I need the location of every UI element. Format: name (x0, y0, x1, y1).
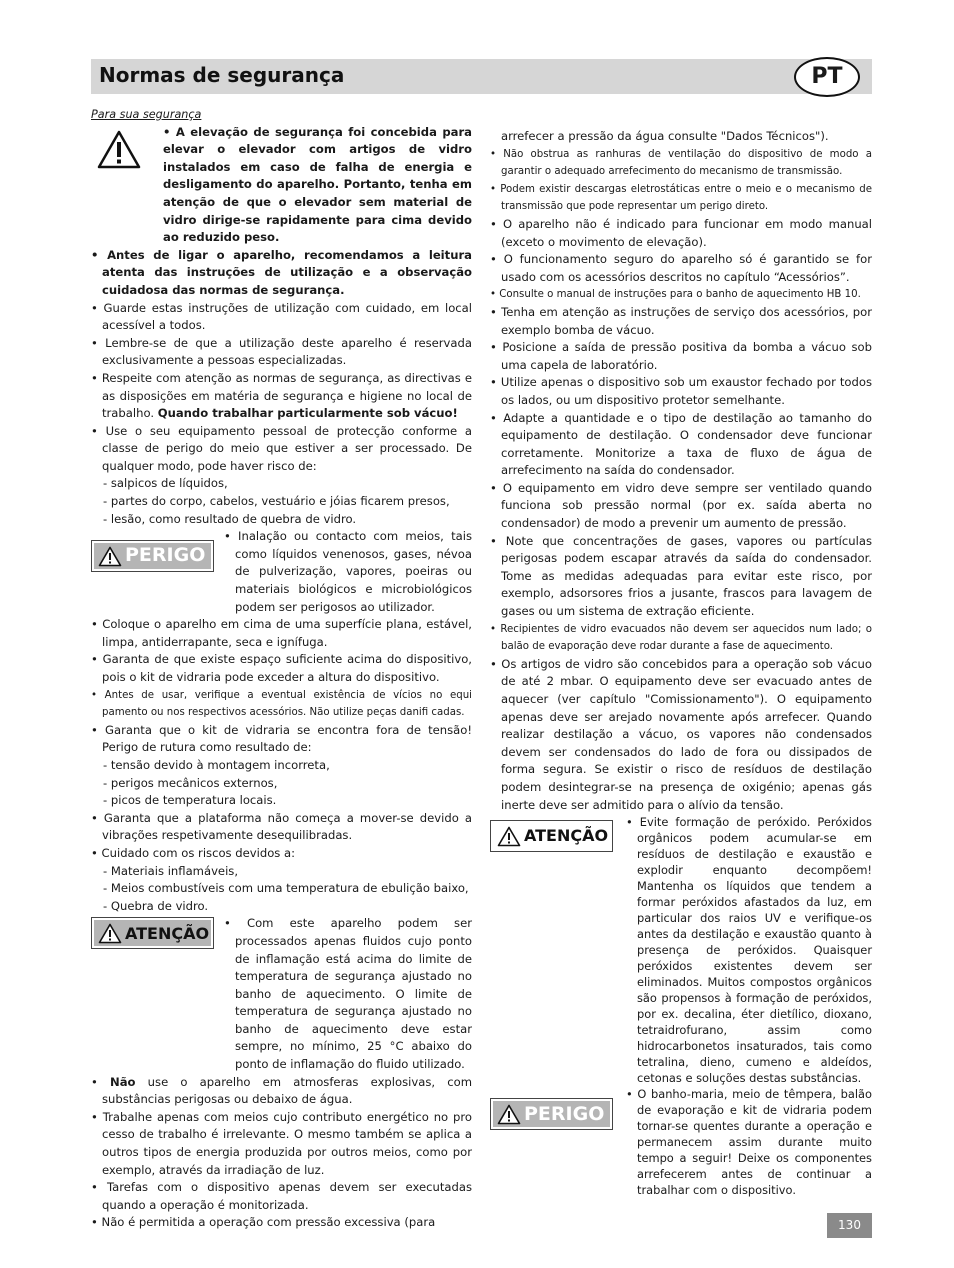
list-item (91, 1074, 472, 1109)
continuation-text: arrefecer a pressão da água consulte "Dados Técnicos"). (501, 129, 829, 143)
caution-block-flashpoint (91, 915, 472, 1073)
caution-block-peroxide (490, 814, 872, 1086)
warning-triangle-icon (98, 546, 122, 567)
caution-text: • Com este aparelho podem ser processados apenas fluidos cujo ponto de inflamação está acima do limite de temperatura de segurança ajustado no banho de aquecimento. O limite de temperatura de segurança ajustado no banho de aquecimento deve estar sempre, no mínimo, 25 °C abaixo do ponto de inflamação do fluido utilizado. (224, 916, 472, 1072)
bullet: • (91, 1074, 111, 1089)
warning-triangle-icon (98, 923, 122, 944)
sub-item: - Quebra de vidro. (103, 898, 209, 913)
list-item: • Cuidado com os riscos devidos a: (91, 845, 296, 860)
sub-item: - Materiais inflamáveis, (103, 863, 239, 878)
list-item: • Adapte a quantidade e o tipo de destilação ao tamanho do equipamento de destilação. O condensador deve funcionar corretamente. Monitorize a taxa de fluxo de água de arrefecimento na saída do condensador. (490, 410, 872, 478)
list-item: • Garanta que o kit de vidraria se encontra fora de tensão! Perigo de rutura como resultado de: (91, 722, 472, 755)
sub-item: - Meios combustíveis com uma temperatura de ebulição baixo, (103, 881, 469, 896)
list-item: • Tenha em atenção as instruções de serviço dos acessórios, por exemplo bomba de vácuo. (490, 304, 872, 337)
perigo-label (91, 540, 214, 572)
list-item: • O equipamento em vidro deve sempre ser ventilado quando funciona sob pressão normal (por ex. saída aberta no condensador) de modo a prevenir um aumento de pressão. (490, 480, 872, 531)
warning-triangle-icon (497, 826, 521, 847)
atencao-label (490, 820, 613, 852)
warning-block-elevation (91, 124, 472, 247)
sub-item: - salpicos de líquidos, (103, 476, 228, 491)
list-item-text: • Respeite com atenção as normas de segurança, as directivas e as disposições em matéria de segurança e higiene no local de trabalho. (91, 370, 472, 421)
list-item: • Use o seu equipamento pessoal de protecção conforme a classe de perigo do meio que estiver a ser processado. De qualquer modo, pode haver risco de: (91, 423, 472, 473)
vacuum-emphasis: Quando trabalhar particularmente sob vácuo! (157, 406, 458, 421)
list-item: • Os artigos de vidro são concebidos para a operação sob vácuo de até 2 mbar. O equipamento deve ser evacuado antes de aquecer (ver capítulo "Comissionamento"). O equipamento apenas deve ser arejado novamente após arrefecer. Quando realizar destilação a vácuo, os vapores não condensados devem ser condensados do lado de fora ou dissipados de forma segura. Se existir o risco de resíduos de destilação podem desintegrar-se na presença de oxigénio; apenas gás inerte deve ser admitido para o alívio da tensão. (490, 656, 872, 812)
danger-block-hot-parts (490, 1086, 872, 1198)
right-column (490, 128, 872, 1198)
perigo-label (490, 1098, 613, 1130)
sub-item: - partes do corpo, cabelos, vestuário e jóias ficarem presos, (103, 494, 450, 509)
list-item: • Note que concentrações de gases, vapores ou partículas perigosas podem escapar através da saída do condensador. Tome as medidas adequadas para evitar este risco, por exemplo, adsorsores frios a jusante, frascos para lavagem de gases ou um sistema de extração eficiente. (490, 533, 872, 619)
list-item: • Não obstrua as ranhuras de ventilação do dispositivo de modo a garantir o adequado arrefecimento do mecanismo de transmissão. (490, 148, 872, 178)
list-item: • Garanta que a plataforma não começa a mover-se devido a vibrações respetivamente desequilibradas. (91, 810, 472, 843)
peroxide-caution-text: • Evite formação de peróxido. Peróxidos orgânicos podem acumular-se em resíduos de destilação e exaustão e explodir enquanto decompõem! Mantenha os líquidos que tendem a formar peróxidos afastados da luz, em particular dos raios UV e verifique-os antes da destilação e exaustão quanto à presença de peróxidos. Quaisquer peróxidos existentes devem ser eliminados. Muitos compostos orgânicos são propensos à formação de peróxidos, por ex. decalina, éter dietílico, dioxano, tetraidrofurano, assim como hidrocarbonetos insaturados, tais como tetralina, dieno, cumeno e aldeídos, cetonas e soluções destas substâncias. (626, 815, 872, 1086)
sub-item: - picos de temperatura locais. (103, 793, 277, 808)
list-item: • Posicione a saída de pressão positiva da bomba a vácuo sob uma capela de laboratório. (490, 340, 872, 372)
list-item: • O aparelho não é indicado para funcionar em modo manual (exceto o movimento de elevação). (490, 216, 872, 249)
danger-block-inhalation (91, 528, 472, 616)
list-item: • Lembre-se de que a utilização deste aparelho é reservada exclusivamente a pessoas especializadas. (91, 335, 472, 368)
elevation-warning-text: • A elevação de segurança foi concebida para elevar o elevador com artigos de vidro instalados em caso de falha de energia e desligamento do aparelho. Portanto, tenha em atenção de que o elevador sem material de vidro dirige-se rapidamente para cima devido ao reduzido peso. (163, 124, 472, 245)
sub-item: - lesão, como resultado de quebra de vidro. (103, 511, 357, 526)
sub-item: - perigos mecânicos externos, (103, 775, 278, 790)
warning-triangle-icon (97, 130, 163, 180)
list-item: • Podem existir descargas eletrostáticas entre o meio e o mecanismo de transmissão que pode representar um perigo direto. (490, 183, 872, 213)
perigo-label-text: PERIGO (125, 544, 206, 567)
list-item: • Antes de usar, verifique a eventual existência de vícios no equi pamento ou nos respectivos acessórios. Não utilize peças danifi cadas. (91, 689, 472, 719)
atencao-label (91, 917, 214, 949)
list-item: • Garanta de que existe espaço suficiente acima do dispositivo, pois o kit de vidraria pode exceder a altura do dispositivo. (91, 652, 472, 684)
hot-parts-danger-text: • O banho-maria, meio de têmpera, balão de evaporação e kit de vidraria podem tornar-se quentes durante a operação e permanecem assim durante muito tempo a seguir! Deixe os componentes arrefecerem antes de continuar a trabalhar com o dispositivo. (626, 1087, 872, 1198)
left-column (91, 106, 472, 1232)
list-item: • Trabalhe apenas com meios cujo contributo energético no pro cesso de trabalho é irrelevante. O mesmo também se aplica a outros tipos de energia produzida por outros meios, como por exemplo, através da irradiação de luz. (91, 1109, 472, 1177)
danger-text: • Inalação ou contacto com meios, tais como líquidos venenosos, gases, névoa de pulverização, vapores, poeiras ou materiais biológicos e microbiológicos podem ser perigosos ao utilizador. (224, 529, 472, 614)
list-item: • Recipientes de vidro evacuados não devem ser aquecidos num lado; o balão de evaporação deve rodar durante a fase de aquecimento. (490, 623, 872, 653)
page-number: 130 (827, 1213, 872, 1238)
list-item: • Consulte o manual de instruções para o banho de aquecimento HB 10. (490, 289, 861, 301)
language-badge: PT (794, 57, 860, 97)
atencao-label-text: ATENÇÃO (125, 923, 210, 943)
list-item (91, 370, 472, 423)
list-item: • O funcionamento seguro do aparelho só é garantido se for usado com os acessórios descritos no capítulo “Acessórios”. (490, 252, 872, 284)
section-title: Para sua segurança (91, 108, 202, 121)
nao-emphasis: Não (110, 1074, 136, 1089)
atencao-label-text: ATENÇÃO (524, 826, 609, 846)
page-header (91, 59, 872, 94)
list-item: • Tarefas com o dispositivo apenas devem ser executadas quando a operação é monitorizada. (91, 1180, 472, 1212)
list-item: • Guarde estas instruções de utilização com cuidado, em local acessível a todos. (91, 300, 472, 333)
list-item: • Coloque o aparelho em cima de uma superfície plana, estável, limpa, antiderrapante, seca e ignífuga. (91, 617, 472, 649)
list-item-text: use o aparelho em atmosferas explosivas, com substâncias perigosas ou debaixo de água. (102, 1074, 472, 1107)
list-item: • Não é permitida a operação com pressão excessiva (para (91, 1215, 436, 1230)
list-item: • Utilize apenas o dispositivo sob um exaustor fechado por todos os lados, ou um dispositivo protetor semelhante. (490, 375, 872, 407)
page-title: Normas de segurança (99, 63, 345, 87)
warning-triangle-icon (497, 1104, 521, 1125)
sub-item: - tensão devido à montagem incorreta, (103, 757, 330, 772)
perigo-label-text: PERIGO (524, 1103, 605, 1126)
read-instructions-item: • Antes de ligar o aparelho, recomendamos a leitura atenta das instruções de utilização e a observação cuidadosa das normas de segurança. (91, 247, 472, 297)
